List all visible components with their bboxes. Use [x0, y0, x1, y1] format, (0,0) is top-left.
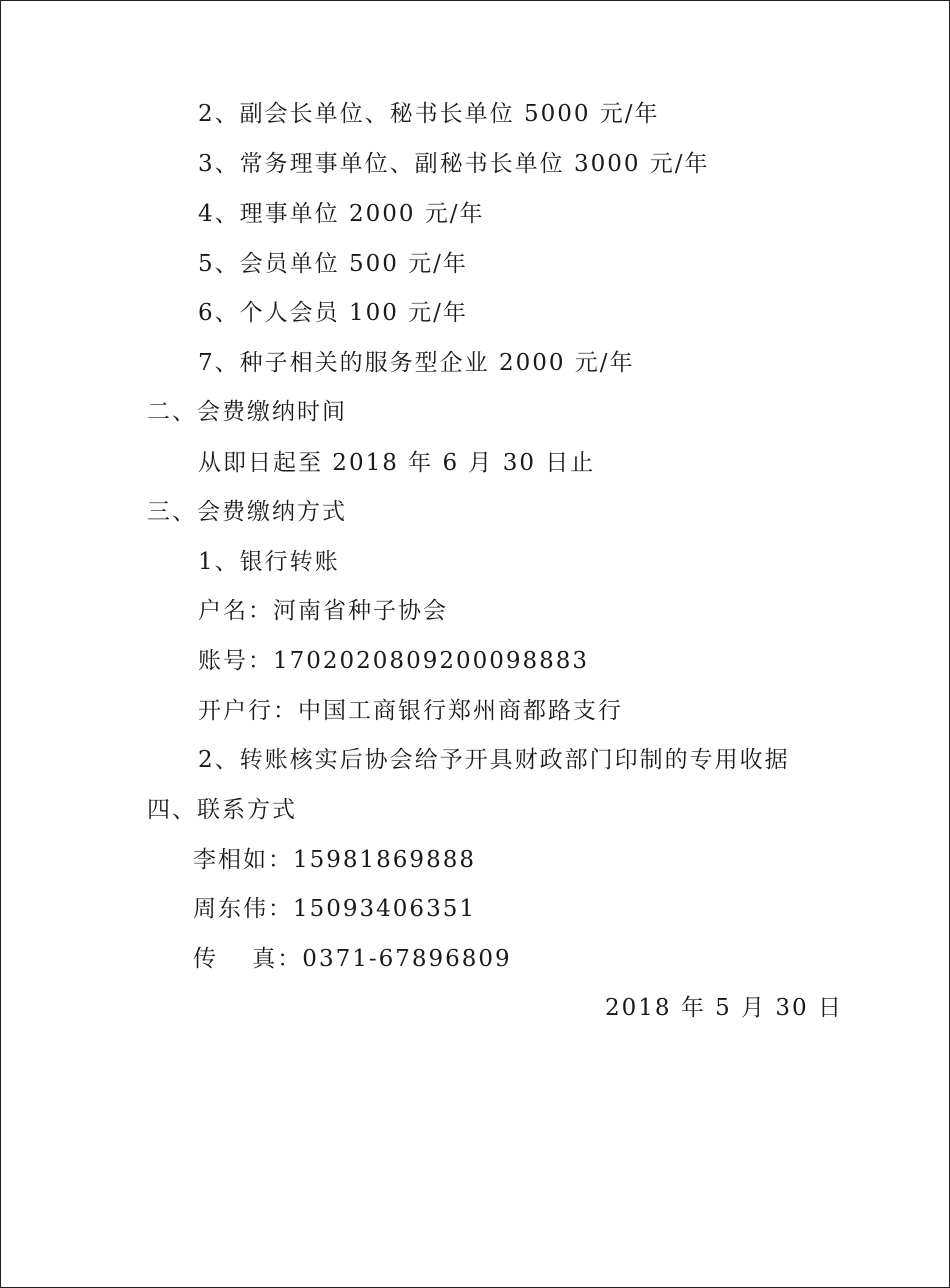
fee-item-4: 4、理事单位 2000 元/年 [198, 201, 485, 227]
contact-li: 李相如：15981869888 [193, 847, 476, 873]
account-number: 账号：1702020809200098883 [198, 648, 590, 674]
fee-item-3: 3、常务理事单位、副秘书长单位 3000 元/年 [198, 151, 710, 177]
receipt-item: 2、转账核实后协会给予开具财政部门印制的专用收据 [198, 747, 790, 773]
fee-item-2: 2、副会长单位、秘书长单位 5000 元/年 [198, 101, 660, 127]
document-date: 2018 年 5 月 30 日 [605, 995, 843, 1021]
section-3-heading: 三、会费缴纳方式 [147, 499, 347, 525]
payment-period: 从即日起至 2018 年 6 月 30 日止 [198, 450, 596, 476]
account-name: 户名：河南省种子协会 [198, 598, 448, 624]
section-4-heading: 四、联系方式 [147, 797, 297, 823]
section-2-heading: 二、会费缴纳时间 [147, 399, 347, 425]
fee-item-7: 7、种子相关的服务型企业 2000 元/年 [198, 350, 635, 376]
fee-item-6: 6、个人会员 100 元/年 [198, 300, 468, 326]
fax-number: 传 真：0371-67896809 [193, 946, 512, 972]
bank-transfer-item: 1、银行转账 [198, 549, 340, 575]
bank-name: 开户行：中国工商银行郑州商都路支行 [198, 698, 623, 724]
contact-zhou: 周东伟：15093406351 [193, 896, 476, 922]
fee-item-5: 5、会员单位 500 元/年 [198, 251, 468, 277]
